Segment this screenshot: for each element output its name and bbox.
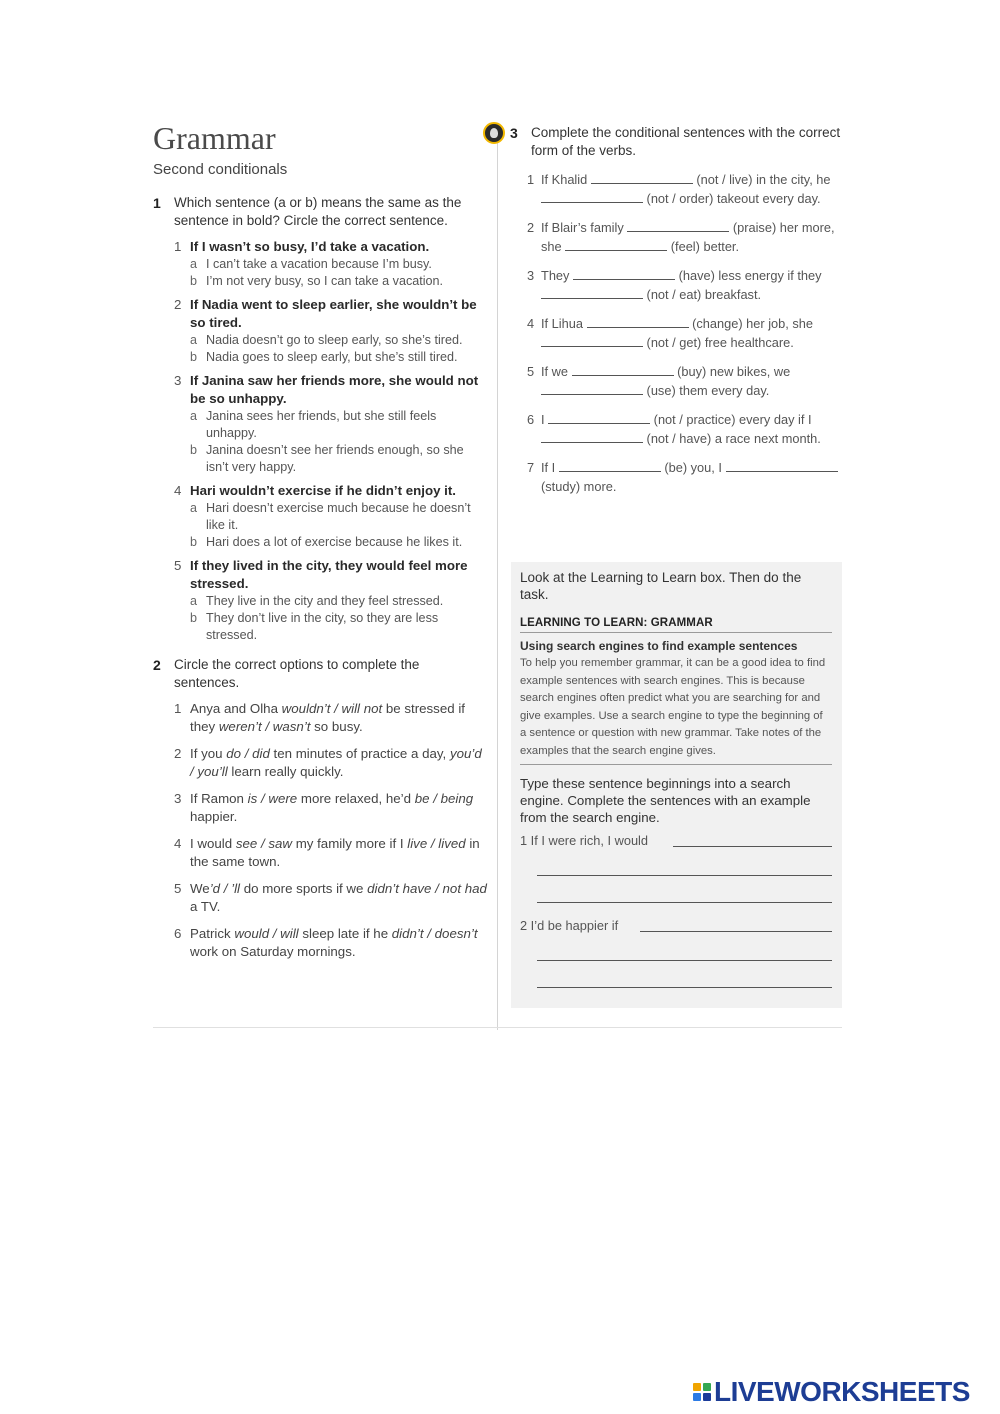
exercise-3	[510, 124, 842, 160]
box-subheading: Using search engines to find example sentences	[520, 639, 798, 653]
answer-blank[interactable]	[541, 286, 643, 299]
bold-sentence: If Nadia went to sleep earlier, she wouldn’t be so tired.	[190, 297, 477, 330]
lightbulb-icon	[490, 128, 498, 138]
answer-blank[interactable]	[541, 190, 643, 203]
sentence-text: If I	[541, 460, 559, 475]
sentence-text: (not / order) takeout every day.	[643, 191, 821, 206]
option-letter: a	[190, 257, 198, 271]
box-intro: Look at the Learning to Learn box. Then do the task.	[520, 570, 802, 602]
option-b[interactable]	[190, 349, 488, 366]
choice-options[interactable]: be / being	[414, 791, 474, 806]
page-subtitle: Second conditionals	[153, 161, 288, 178]
sentence-text: (not / have) a race next month.	[643, 431, 821, 446]
option-text: Nadia goes to sleep early, but she’s still tired.	[206, 350, 458, 364]
sentence-text: If Ramon	[190, 791, 248, 806]
exercise-number: 2	[153, 657, 161, 673]
gap-fill-item	[527, 410, 842, 448]
choice-options[interactable]: live / lived	[407, 836, 466, 851]
sentence-text: (be) you, I	[660, 460, 726, 475]
exercise-instruction: Complete the conditional sentences with the correct form of the verbs.	[531, 125, 841, 158]
box-heading: LEARNING TO LEARN: GRAMMAR	[520, 617, 832, 633]
sentence-text: so busy.	[310, 719, 363, 734]
answer-blank[interactable]	[565, 238, 667, 251]
item-number: 7	[527, 460, 535, 475]
choice-options[interactable]: weren’t / wasn’t	[218, 719, 311, 734]
question-item	[174, 925, 488, 961]
item-number: 1	[527, 172, 535, 187]
bottom-rule	[153, 1027, 842, 1028]
choice-options[interactable]: didn’t have / not had	[367, 881, 487, 896]
sentence-text: (praise) her more, she	[541, 220, 835, 254]
right-column	[510, 124, 842, 506]
option-b[interactable]	[190, 442, 488, 476]
sentence-text: (have) less energy if they	[675, 268, 822, 283]
bold-sentence: If they lived in the city, they would feel more stressed.	[190, 558, 468, 591]
question-item	[174, 557, 488, 644]
option-letter: a	[190, 333, 198, 347]
sentence-text: (use) them every day.	[643, 383, 770, 398]
answer-blank[interactable]	[548, 411, 650, 424]
sentence-text: (not / live) in the city, he	[692, 172, 831, 187]
choice-options[interactable]: ’d / ’ll	[209, 881, 241, 896]
sentence-text: work on Saturday mornings.	[190, 944, 356, 959]
option-a[interactable]	[190, 408, 488, 442]
option-letter: b	[190, 443, 198, 457]
option-text: Hari doesn’t exercise much because he doesn’t like it.	[206, 501, 471, 532]
option-a[interactable]	[190, 500, 488, 534]
item-number: 5	[174, 881, 182, 896]
answer-blank[interactable]	[541, 430, 643, 443]
question-item	[174, 700, 488, 736]
sentence-text: Patrick	[190, 926, 235, 941]
answer-line[interactable]	[537, 959, 832, 961]
option-letter: a	[190, 594, 198, 608]
page-title: Grammar	[153, 120, 276, 156]
question-item	[174, 835, 488, 871]
answer-blank[interactable]	[591, 171, 693, 184]
choice-options[interactable]: do / did	[226, 746, 270, 761]
choice-options[interactable]: wouldn’t / will not	[281, 701, 383, 716]
option-text: Nadia doesn’t go to sleep early, so she’s tired.	[206, 333, 463, 347]
option-b[interactable]	[190, 273, 488, 290]
exercise-2	[153, 656, 488, 961]
gap-fill-item	[527, 314, 842, 352]
sentence-text: (change) her job, she	[688, 316, 814, 331]
bold-sentence: If Janina saw her friends more, she would not be so unhappy.	[190, 373, 479, 406]
exercise-instruction: Circle the correct options to complete the sentences.	[174, 657, 420, 690]
answer-line[interactable]	[673, 846, 832, 847]
question-item	[174, 745, 488, 781]
sentence-text: If Blair’s family	[541, 220, 628, 235]
answer-blank[interactable]	[573, 267, 675, 280]
question-item	[174, 790, 488, 826]
lightbulb-badge	[483, 122, 505, 144]
answer-line[interactable]	[537, 986, 832, 988]
item-number: 5	[174, 558, 182, 573]
gap-fill-item	[527, 266, 842, 304]
sentence-text: more relaxed, he’d	[297, 791, 415, 806]
sentence-text: (not / get) free healthcare.	[643, 335, 794, 350]
item-number: 5	[527, 364, 535, 379]
item-number: 1	[174, 701, 182, 716]
exercise-number: 3	[510, 125, 518, 141]
task-question-1	[520, 832, 832, 849]
option-a[interactable]	[190, 593, 488, 610]
answer-blank[interactable]	[541, 382, 643, 395]
sentence-text: If Khalid	[541, 172, 591, 187]
choice-options[interactable]: is / were	[247, 791, 298, 806]
item-number: 6	[174, 926, 182, 941]
task-question-2	[520, 917, 832, 934]
item-number: 2	[527, 220, 535, 235]
item-number: 4	[174, 483, 182, 498]
sentence-text: If Lihua	[541, 316, 587, 331]
answer-blank[interactable]	[587, 315, 689, 328]
item-number: 6	[527, 412, 535, 427]
brand-text: LIVEWORKSHEETS	[714, 1376, 970, 1407]
item-number: 4	[174, 836, 182, 851]
answer-blank[interactable]	[627, 219, 729, 232]
sentence-text: I	[541, 412, 549, 427]
sentence-text: in the same town.	[190, 836, 480, 869]
sentence-text: (not / eat) breakfast.	[643, 287, 762, 302]
exercise-number: 1	[153, 195, 161, 211]
question-item	[174, 880, 488, 916]
sentence-text: I would	[190, 836, 236, 851]
sentence-text: Anya and Olha	[190, 701, 282, 716]
sentence-text: ten minutes of practice a day,	[269, 746, 450, 761]
item-number: 3	[174, 373, 182, 388]
option-letter: a	[190, 501, 198, 515]
question-item	[174, 482, 488, 551]
exercise-instruction: Which sentence (a or b) means the same as the sentence in bold? Circle the correct sentence.	[174, 195, 462, 228]
bold-sentence: If I wasn’t so busy, I’d take a vacation.	[190, 239, 430, 254]
option-text: They live in the city and they feel stressed.	[206, 594, 444, 608]
sentence-text: learn really quickly.	[227, 764, 344, 779]
sentence-text: We	[190, 881, 210, 896]
sentence-text: sleep late if he	[298, 926, 392, 941]
task-instruction: Type these sentence beginnings into a search engine. Complete the sentences with an example from the search engine.	[520, 776, 811, 825]
option-a[interactable]	[190, 332, 488, 349]
liveworksheets-brand	[693, 1377, 970, 1407]
sentence-text: They	[541, 268, 574, 283]
answer-line[interactable]	[537, 874, 832, 876]
sentence-text: happier.	[190, 809, 238, 824]
answer-line[interactable]	[537, 901, 832, 903]
choice-options[interactable]: would / will	[234, 926, 299, 941]
sentence-text: (feel) better.	[667, 239, 740, 254]
gap-fill-item	[527, 362, 842, 400]
choice-options[interactable]: didn’t / doesn’t	[391, 926, 478, 941]
item-number: 3	[174, 791, 182, 806]
item-number: 3	[527, 268, 535, 283]
item-number: 4	[527, 316, 535, 331]
sentence-text: If we	[541, 364, 572, 379]
sentence-text: do more sports if we	[240, 881, 368, 896]
sentence-text: (not / practice) every day if I	[650, 412, 812, 427]
question-item	[174, 372, 488, 476]
option-a[interactable]	[190, 256, 488, 273]
answer-blank[interactable]	[541, 334, 643, 347]
choice-options[interactable]: you’d / you’ll	[190, 746, 482, 779]
option-letter: b	[190, 611, 198, 625]
sentence-text: a TV.	[190, 899, 221, 914]
option-text: They don’t live in the city, so they are less stressed.	[206, 611, 439, 642]
option-text: Janina sees her friends, but she still feels unhappy.	[206, 409, 437, 440]
item-number: 2	[174, 297, 182, 312]
answer-blank[interactable]	[572, 363, 674, 376]
exercise-1	[153, 194, 488, 644]
question-item	[174, 238, 488, 290]
option-b[interactable]	[190, 610, 488, 644]
option-text: Janina doesn’t see her friends enough, so she isn’t very happy.	[206, 443, 464, 474]
answer-line[interactable]	[640, 931, 832, 932]
item-number: 2	[174, 746, 182, 761]
option-letter: b	[190, 274, 198, 288]
gap-fill-item	[527, 458, 842, 496]
question-text: 2 I’d be happier if	[520, 918, 619, 933]
option-letter: a	[190, 409, 198, 423]
option-text: I’m not very busy, so I can take a vacation.	[206, 274, 444, 288]
sentence-text: (buy) new bikes, we	[673, 364, 791, 379]
bold-sentence: Hari wouldn’t exercise if he didn’t enjoy it.	[190, 483, 456, 498]
gap-fill-item	[527, 218, 842, 256]
column-divider	[497, 135, 498, 1030]
sentence-text: If you	[190, 746, 227, 761]
sentence-text: be stressed if they	[190, 701, 465, 734]
question-item	[174, 296, 488, 366]
option-text: I can’t take a vacation because I’m busy.	[206, 257, 432, 271]
option-text: Hari does a lot of exercise because he likes it.	[206, 535, 463, 549]
answer-blank[interactable]	[559, 459, 661, 472]
gap-fill-item	[527, 170, 842, 208]
question-text: 1 If I were rich, I would	[520, 833, 649, 848]
option-b[interactable]	[190, 534, 488, 551]
sentence-text: (study) more.	[541, 479, 617, 494]
left-column	[153, 118, 488, 973]
sentence-text: my family more if I	[292, 836, 408, 851]
box-body: To help you remember grammar, it can be a good idea to find example sentences with search engines. This is because search engines often predict what you are searching for and give examples. Use a search engine to type the beginning of a sentence or question with new grammar. Take notes of the examples that the search engine gives.	[520, 655, 832, 765]
learning-to-learn-box	[511, 562, 842, 1008]
choice-options[interactable]: see / saw	[235, 836, 292, 851]
option-letter: b	[190, 350, 198, 364]
liveworksheets-logo-icon	[693, 1383, 711, 1401]
option-letter: b	[190, 535, 198, 549]
answer-blank[interactable]	[726, 459, 838, 472]
item-number: 1	[174, 239, 182, 254]
